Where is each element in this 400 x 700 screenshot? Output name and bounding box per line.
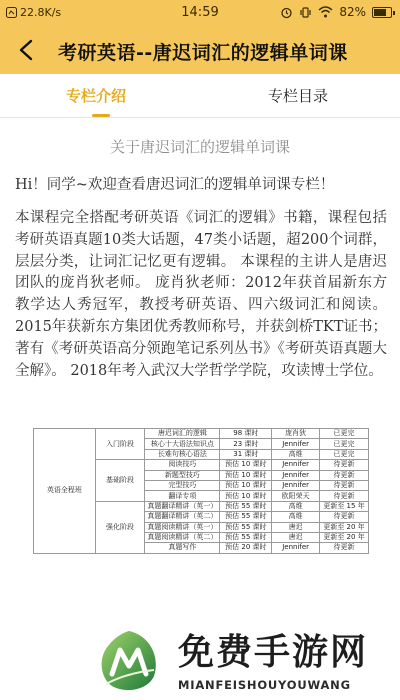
course-status: 已更完 bbox=[320, 429, 369, 439]
course-teacher: 唐迟 bbox=[272, 532, 320, 542]
course-teacher: Jennifer bbox=[272, 470, 320, 480]
course-status: 已更完 bbox=[320, 439, 369, 449]
course-hours: 预估 20 课时 bbox=[220, 543, 272, 553]
course-teacher: 高维 bbox=[272, 512, 320, 522]
page-title: 考研英语--唐迟词汇的逻辑单词课 bbox=[58, 42, 348, 64]
watermark-subtitle: MIANFEISHOUYOUWANG bbox=[178, 678, 351, 692]
status-bar bbox=[0, 0, 400, 26]
course-hours: 31 课时 bbox=[220, 449, 272, 459]
course-status: 待更新 bbox=[320, 460, 369, 470]
course-teacher: 欧阳荣天 bbox=[272, 491, 320, 501]
course-hours: 预估 55 课时 bbox=[220, 512, 272, 522]
course-name: 核心十大语法知识点 bbox=[145, 439, 220, 449]
course-teacher: Jennifer bbox=[272, 460, 320, 470]
course-status: 更新至 20 年 bbox=[320, 522, 369, 532]
back-button[interactable] bbox=[12, 36, 40, 64]
network-speed: 22.8K/s bbox=[20, 6, 62, 19]
course-phase: 基础阶段 bbox=[95, 460, 145, 502]
course-hours: 预估 55 课时 bbox=[220, 522, 272, 532]
course-main-category: 英语全程班 bbox=[34, 429, 96, 554]
course-hours: 预估 10 课时 bbox=[220, 491, 272, 501]
course-name: 新题型技巧 bbox=[145, 470, 220, 480]
course-status: 更新至 15 年 bbox=[320, 501, 369, 511]
course-status: 待更新 bbox=[320, 543, 369, 553]
course-name: 真题翻译精讲（英二） bbox=[145, 512, 220, 522]
vibrate-icon bbox=[299, 6, 312, 19]
course-phase: 强化阶段 bbox=[95, 501, 145, 553]
course-hours: 23 课时 bbox=[220, 439, 272, 449]
active-tab-indicator bbox=[92, 114, 110, 117]
course-name: 真题翻译精讲（英一） bbox=[145, 501, 220, 511]
course-name: 真题阅读精讲（英一） bbox=[145, 522, 220, 532]
watermark bbox=[96, 620, 396, 700]
course-name: 阅读技巧 bbox=[145, 460, 220, 470]
alarm-icon bbox=[280, 6, 293, 19]
status-time: 14:59 bbox=[181, 5, 219, 20]
course-status: 更新至 20 年 bbox=[320, 532, 369, 542]
chevron-left-icon bbox=[18, 39, 34, 61]
course-hours: 预估 10 课时 bbox=[220, 460, 272, 470]
course-teacher: Jennifer bbox=[272, 543, 320, 553]
course-status: 待更新 bbox=[320, 480, 369, 490]
course-hours: 预估 10 课时 bbox=[220, 470, 272, 480]
app-bar bbox=[0, 26, 400, 74]
battery-icon bbox=[372, 7, 392, 18]
watermark-title: 免费手游网 bbox=[178, 632, 369, 673]
course-teacher: 唐迟 bbox=[272, 522, 320, 532]
tab-column-intro[interactable]: 专栏介绍 bbox=[66, 87, 127, 105]
tab-column-catalog[interactable]: 专栏目录 bbox=[268, 87, 329, 105]
course-status: 待更新 bbox=[320, 491, 369, 501]
course-teacher: 高维 bbox=[272, 501, 320, 511]
course-name: 完型技巧 bbox=[145, 480, 220, 490]
course-name: 长难句核心语法 bbox=[145, 449, 220, 459]
course-teacher: 高维 bbox=[272, 449, 320, 459]
course-status: 待更新 bbox=[320, 470, 369, 480]
greeting-text: Hi！同学~欢迎查看唐迟词汇的逻辑单词课专栏！ bbox=[15, 177, 335, 193]
course-name: 真题阅读精讲（英二） bbox=[145, 532, 220, 542]
course-table bbox=[33, 428, 369, 554]
course-teacher: Jennifer bbox=[272, 480, 320, 490]
table-row bbox=[34, 429, 369, 439]
course-hours: 预估 10 课时 bbox=[220, 480, 272, 490]
course-status: 已更完 bbox=[320, 449, 369, 459]
course-teacher: Jennifer bbox=[272, 439, 320, 449]
leaf-m-logo-icon bbox=[96, 628, 162, 694]
course-hours: 预估 55 课时 bbox=[220, 532, 272, 542]
course-hours: 98 课时 bbox=[220, 429, 272, 439]
course-name: 翻译专项 bbox=[145, 491, 220, 501]
course-hours: 预估 55 课时 bbox=[220, 501, 272, 511]
course-phase: 入门阶段 bbox=[95, 429, 145, 460]
course-name: 真题写作 bbox=[145, 543, 220, 553]
content-title: 关于唐迟词汇的逻辑单词课 bbox=[109, 138, 290, 156]
intro-paragraph: 本课程完全搭配考研英语《词汇的逻辑》书籍，课程包括考研英语真题10类大话题，47类小话题，超200个词群，层层分类，让词汇记忆更有逻辑。 本课程的主讲人是唐迟团队的庞肖狄老师。 庞肖狄老师：2012年获首届新东方教学达人秀冠军，教授考研英语、四六级词汇和阅读。2015年获新东方集团优秀教师称号，并获剑桥TKT证书；著有《考研英语高分领跑笔记系列丛书》《考研英语真题大全解》。 2018年考入武汉大学哲学学院，攻读博士学位。 bbox=[15, 210, 387, 379]
course-name: 唐迟词汇的逻辑 bbox=[145, 429, 220, 439]
wifi-icon bbox=[318, 6, 333, 18]
course-status: 待更新 bbox=[320, 512, 369, 522]
battery-percent: 82% bbox=[339, 5, 366, 19]
tab-bar bbox=[0, 74, 400, 118]
course-teacher: 庞肖狄 bbox=[272, 429, 320, 439]
course-schedule-table bbox=[33, 428, 369, 554]
